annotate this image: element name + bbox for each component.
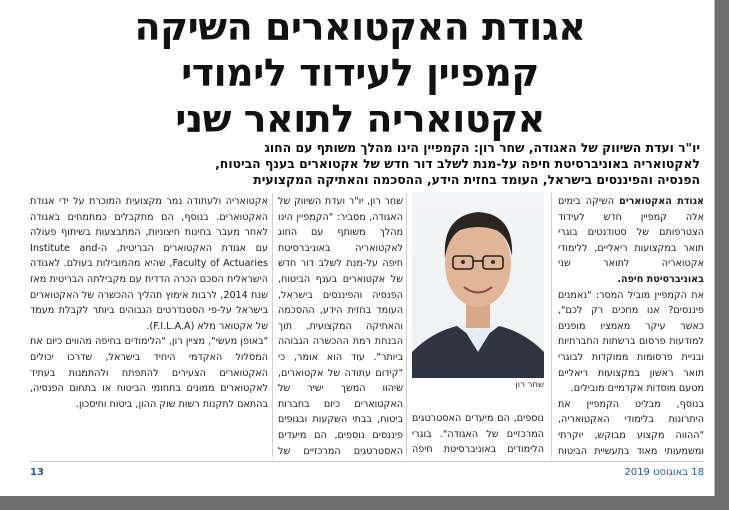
page-number: 13 [30,467,44,478]
col4-paragraph-1: אקטואריה ולעתודה נמר מקצועית המוכרת על ידי אגודת האקטוארים. בנוסף, הם מתקבלים כמתמחים באגודה לאחר מעבר בחינות חיצוניות, המתבצעות בשיתוף פעולה עם אגודת האקטוארים הבריטית, ה-Institute and Faculty of Actuaries, שהיא מהמובילות בעולם. לאגודה הישראלית הסכם הכרה הדדית עם מקבילתה הבריטית מאז שנת 2014, לרבות אימוץ תהליך ההכשרה של האקטוארים בישראל על-פי הסטנדרטים הגבוהים ביותר לקבלת מעמד של אקטואר מלא (F.I.L.A.A). [30,196,268,332]
headline-line-1: אגודת האקטוארים השיקה [134,5,586,49]
subheadline-line-2: לאקטואריה באוניברסיטת חיפה על-מנת לשלב דור חדש של אקטוארים בענף הביטוח, [215,156,700,171]
col1-paragraph-2: את הקמפיין מוביל המסר: "נאמנים פיננסים? אנו מחכים רק לכם", כאשר עיקר מאמציו מופנים למודעות פרסום ברשתות החברתיות ובניית פרסומות ממוקדות לבוגרי תואר ראשון במקצועות ריאליים מטעם מוסדות אקדמיים מובילים. [558,289,704,395]
col4-paragraph-2: "באופן מעשי", מציין רון, "הלימודים בחיפה מהווים כיום את המסלול האקדמי היחיד בישראל, שדרכו יכולים האקטוארים הצעירים להתפתח ולהתמנות בעתיד לאקטוארים ממונים בתחומי הביטוח או בתחום הפנסיה, בהתאם לתקנות רשות שוק ההון, ביטוח וחיסכון. [30,336,268,410]
bottom-border-bar [0,496,729,510]
column-rule [406,193,407,457]
article-column-3 [278,194,403,458]
issue-date: 18 באוגוסט 2019 [624,467,704,478]
col1-paragraph-1 [558,194,704,288]
subheadline-line-1: יו"ר ועדת השיווק של האגודה, שחר רון: הקמפיין הינו מהלך משותף עם החוג [264,140,700,155]
article-column-4 [30,194,268,458]
photo-caption: שחר רון [515,380,544,390]
headline [20,4,700,142]
column-rule [272,193,273,457]
column-rule [551,193,552,457]
subheadline-line-3: הפנסיה והפיננסים בישראל, העומד בחזית הידע, ההסכמה והאתיקה המקצועית [253,172,700,187]
col1-tail: באוניברסיטת חיפה. [617,273,704,285]
subheadline [30,140,700,188]
portrait-photo [412,192,544,378]
footer-divider [30,461,704,462]
portrait-illustration [412,192,544,378]
headline-line-2: קמפיין לעידוד לימודי [181,51,539,95]
col1-rest: השיקה בימים אלה קמפיין חדש לעידוד הצטרפותם של סטודנטים בוגרי תואר במקצועות ריאליים, ללימודי אקטואריה לתואר שני [558,196,704,270]
right-border-bar [715,0,729,510]
col1-lead: אגודת האקטוארים [619,196,704,207]
page-edge [714,0,715,496]
article-column-2-bottom [412,411,544,458]
col3-text: שחר רון, יו"ר ועדת השיווק של האגודה, מסביר: "הקמפיין הינו מהלך משותף עם החוג לאקטואריה באוניברסיטת חיפה על-מנת לשלב דור חדש של אקטוארים בענף הביטוח, הפנסיה והפיננסים בישראל, העומד בחזית הידע, ההסכמה והאתיקה המקצועית, תוך הבנחת רמת ההכשרה הגבוהה ביותר". עוד הוא אומר, כי "קידום עתודה של אקטוארים, שיהוו המשך ישיר של האקטוארים כיום בחברות ביטוח, בבתי השקעות ובגופים פיננסים נוספים, הם מיעדים האסטרטגים המרכזיים של [278,196,403,457]
article-column-1 [558,194,704,458]
col1-paragraph-3: בנוסף, מבליט הקמפיין את היתרונות בלימודי האקטואריה, "ההווה מקצוע מבוקש, יוקרתי ומשמעותי מאוד בתעשיית הביטוח [558,398,704,457]
headline-line-3: אקטואריה לתואר שני [175,97,545,141]
col2-bottom-text: נוספים, הם מיעדים האסטרטגים המרכזיים של האגודה". בוגרי הלימודים באוניברסיטת חיפה [412,413,544,456]
